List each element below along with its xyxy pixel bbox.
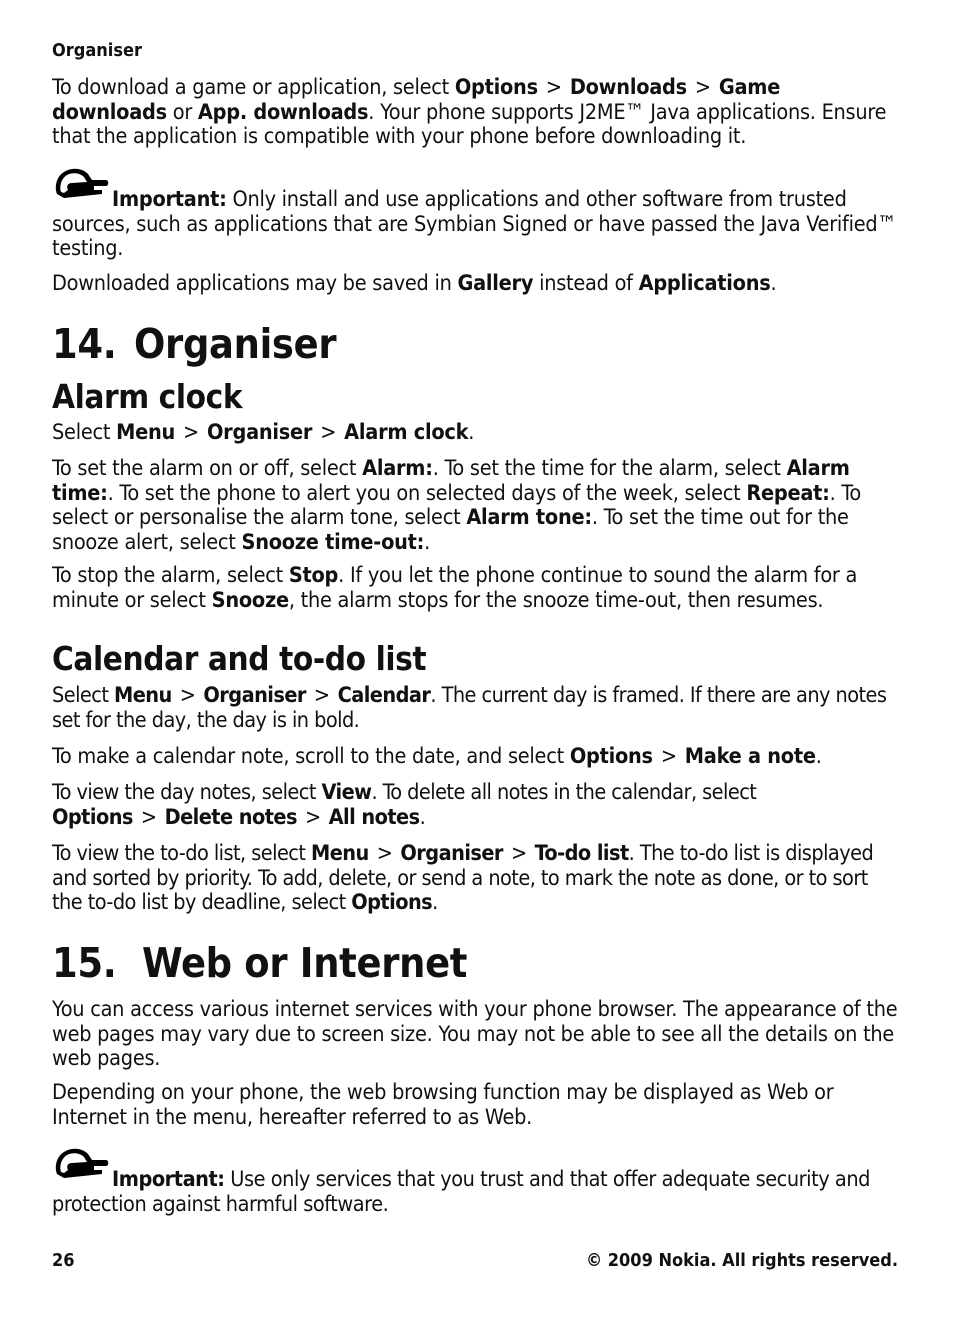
todo-paragraph: To view the to-do list, select Menu > Organiser > To-do list. The to-do list is displayed and sorted by priority. To add, delete, or send a note, to mark the note as done, or to sort the to-do list by deadline, select Options. [52,841,874,916]
alarm-clock-heading: Alarm clock [52,377,243,416]
download-paragraph: To download a game or application, select Options > Downloads > Game downloads or App. downloads. Your phone supports J2ME™ Java applications. Ensure that the application is compatible with your phone before downloading it. [52,75,887,150]
calendar-note-paragraph: To make a calendar note, scroll to the date, and select Options > Make a note. [52,744,822,769]
web-intro-paragraph: You can access various internet services with your phone browser. The appearance of the web pages may vary due to screen size. You may not be able to see all the details on the web pages. [52,997,898,1072]
chapter-14-heading: 14. Organiser [52,320,337,368]
note-label: Important: [112,1167,225,1192]
gallery-paragraph: Downloaded applications may be saved in Gallery instead of Applications. [52,271,777,296]
alarm-settings-paragraph: To set the alarm on or off, select Alarm:. To set the time for the alarm, select Alarm time:. To set the phone to alert you on selected days of the week, select Repeat:. To select or personalise the alarm tone, select Alarm tone:. To set the time out for the snooze alert, select Snooze time-out:. [52,456,861,555]
alarm-stop-paragraph: To stop the alarm, select Stop. If you let the phone continue to sound the alarm for a minute or select Snooze, the alarm stops for the snooze time-out, then resumes. [52,563,858,613]
calendar-view-paragraph: To view the day notes, select View. To delete all notes in the calendar, select Options > Delete notes > All notes. [52,780,757,830]
important-note-2: Important: Use only services that you trust and that offer adequate security and protection against harmful software. [52,1167,870,1217]
chapter-15-heading: 15. Web or Internet [52,939,468,987]
calendar-heading: Calendar and to-do list [52,639,427,678]
important-note-1: Important: Only install and use applications and other software from trusted sources, such as applications that are Symbian Signed or have passed the Java Verified™ testing. [52,187,897,262]
page-number: 26 [52,1250,75,1271]
calendar-path-paragraph: Select Menu > Organiser > Calendar. The current day is framed. If there are any notes set for the day, the day is in bold. [52,683,887,733]
note-label: Important: [112,187,227,212]
web-naming-paragraph: Depending on your phone, the web browsing function may be displayed as Web or Internet in the menu, hereafter referred to as Web. [52,1080,834,1130]
running-header: Organiser [52,40,142,61]
copyright-notice: © 2009 Nokia. All rights reserved. [585,1250,898,1271]
alarm-path-paragraph: Select Menu > Organiser > Alarm clock. [52,420,475,445]
document-page [52,0,898,1322]
